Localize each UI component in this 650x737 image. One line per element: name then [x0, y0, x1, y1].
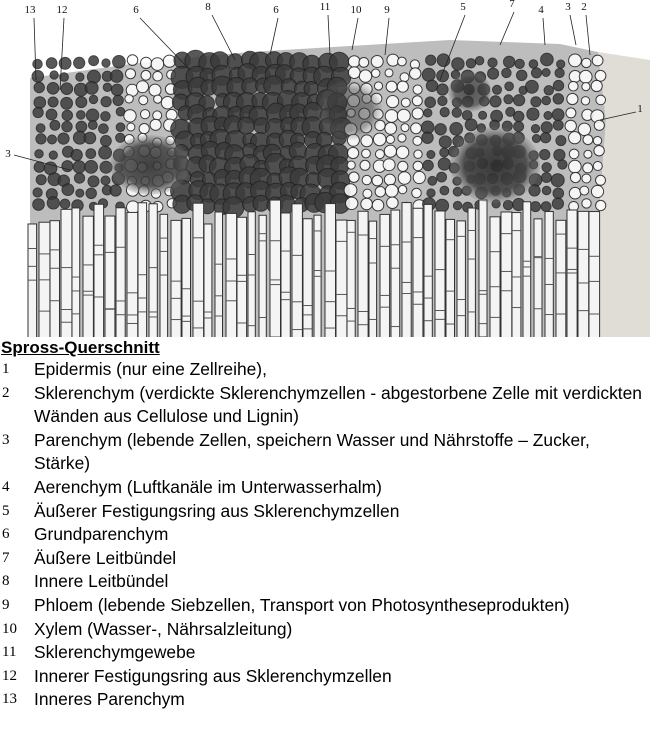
legend-item [0, 688, 650, 712]
callout-label: 3 [565, 1, 571, 13]
legend-item [0, 594, 650, 618]
legend-number: 7 [2, 549, 10, 566]
callout-label: 8 [205, 1, 211, 13]
callout-label: 5 [460, 1, 466, 13]
legend-text: Äußerer Festigungsring aus Sklerenchymzellen [34, 500, 400, 521]
legend-item [0, 547, 650, 571]
callout-label: 13 [24, 4, 36, 16]
legend-text: Grundparenchym [34, 524, 169, 545]
callout-label: 6 [273, 4, 279, 16]
callout-label: 7 [509, 0, 515, 10]
legend-number: 1 [2, 361, 10, 377]
callout-label: 6 [133, 4, 139, 16]
legend-item [0, 523, 650, 547]
legend-list [0, 358, 650, 712]
legend-text: Epidermis (nur eine Zellreihe), [34, 359, 267, 379]
legend-text: Äußere Leitbündel [34, 547, 177, 568]
legend-item [0, 476, 650, 500]
legend-text: Phloem (lebende Siebzellen, Transport von Photosyntheseprodukten) [34, 594, 570, 615]
callout-label: 11 [319, 1, 331, 13]
legend-item [0, 641, 650, 665]
legend-number: 2 [2, 384, 10, 401]
legend-number: 10 [2, 620, 17, 637]
legend-text: Xylem (Wasser-, Nährsalzleitung) [34, 618, 293, 639]
legend-number: 11 [2, 644, 17, 661]
legend-number: 8 [2, 573, 10, 590]
legend-text: Sklerenchymgewebe [34, 642, 196, 663]
legend-number: 9 [2, 596, 10, 613]
legend-text: Sklerenchym (verdickte Sklerenchymzellen - abgestorbene Zelle mit verdickten Wänden aus Cellulose und Lignin) [34, 382, 642, 427]
legend-item [0, 500, 650, 524]
legend-item [0, 429, 650, 476]
legend-text: Inneres Parenchym [34, 689, 185, 710]
callout-label: 4 [538, 4, 544, 16]
legend-number: 12 [2, 667, 17, 684]
callout-label: 2 [581, 1, 587, 13]
legend-item [0, 618, 650, 642]
callout-label: 3 [5, 148, 11, 160]
callout-label: 10 [350, 4, 362, 16]
legend-number: 6 [2, 526, 10, 543]
legend-text: Parenchym (lebende Zellen, speichern Wasser und Nährstoffe – Zucker, Stärke) [34, 429, 590, 474]
stem-cross-section-illustration [0, 0, 650, 337]
legend-text: Innere Leitbündel [34, 571, 169, 592]
caption-title: Spross-Querschnitt [1, 338, 160, 357]
callout-label: 1 [637, 103, 643, 115]
caption-block [0, 337, 650, 712]
legend-text: Innerer Festigungsring aus Sklerenchymzellen [34, 665, 392, 686]
callout-label: 9 [384, 4, 390, 16]
legend-number: 4 [2, 478, 10, 495]
legend-item [0, 570, 650, 594]
legend-item [0, 358, 650, 382]
legend-item [0, 382, 650, 429]
legend-number: 5 [2, 502, 10, 519]
legend-item [0, 665, 650, 689]
legend-text: Aerenchym (Luftkanäle im Unterwasserhalm) [34, 476, 382, 497]
legend-number: 13 [2, 691, 17, 708]
micrograph-figure [0, 0, 650, 337]
legend-number: 3 [2, 431, 10, 448]
callout-label: 12 [56, 4, 68, 16]
